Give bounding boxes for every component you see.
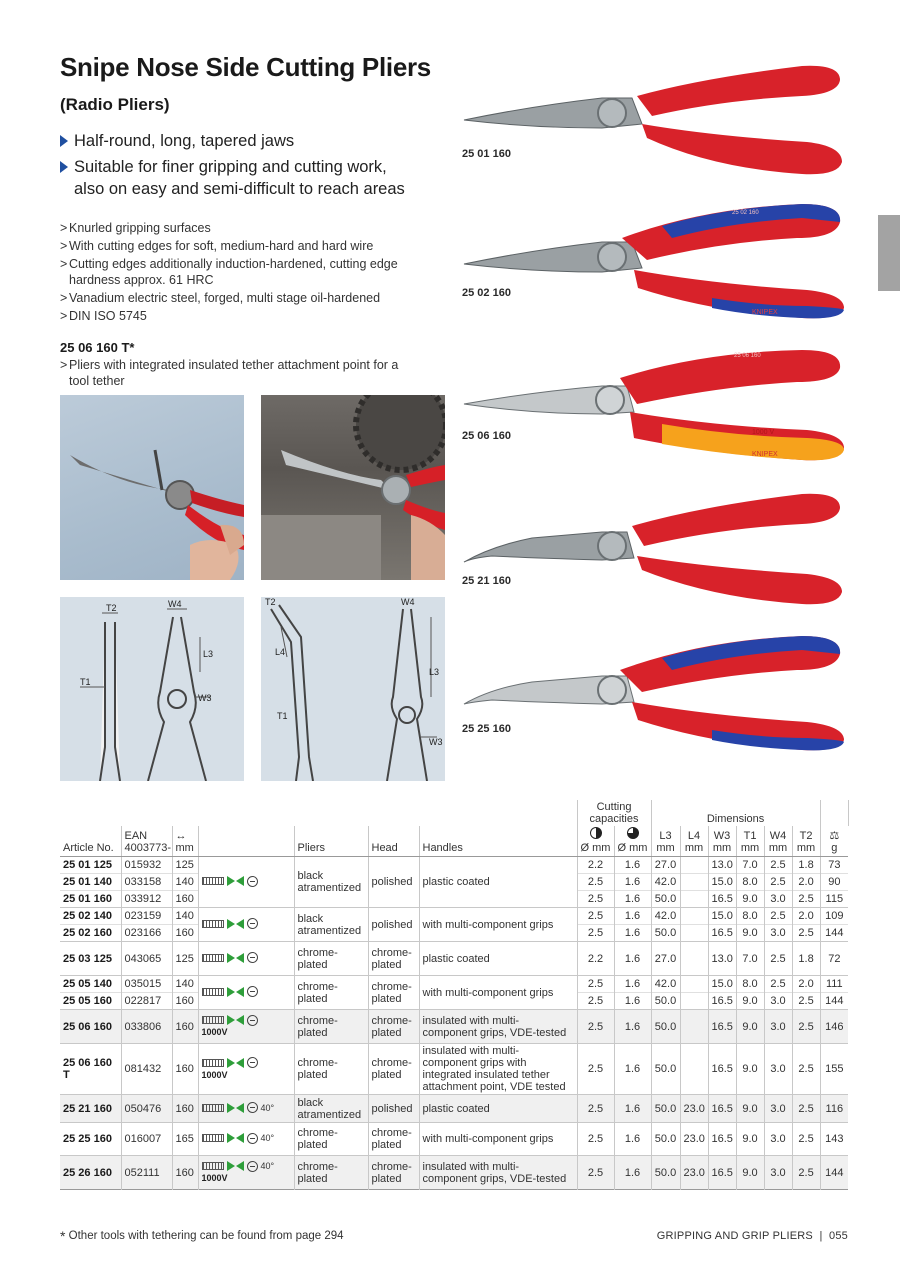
label-W3-bent: W3 [429,737,443,747]
table-row: 25 02 160 023166 160 2.5 1.6 50.0 16.5 9.0 3.0 2.5 144 [60,925,848,942]
ruler-icon [202,1104,224,1112]
usage-photo-hand [60,395,244,580]
tether-note: > Pliers with integrated insulated tether attachment point for a tool tether [60,358,399,388]
product-code-label: 25 06 160 [462,430,511,442]
header-hard-wire: Ø mm [614,826,651,857]
feature-item: > Knurled gripping surfaces [60,221,211,235]
page-subtitle: (Radio Pliers) [60,95,170,114]
vde-1000v-icon: 1000V [201,1027,228,1038]
table-row: 25 26 160 052111 160 40° 1000V chrome-plated chrome-plated insulated with multi-component grips, VDE-tested 2.5 1.6 50.0 23.0 16.5 9.0 3.0 2.5 144 [60,1156,848,1190]
ruler-icon [202,1016,224,1024]
table-row: 25 06 160 T 081432 160 1000V chrome-plated chrome-plated insulated with multi-component grips with integrated insulated tether attachment point, VDE tested 2.5 1.6 50.0 16.5 9.0 3.0 2.5 155 [60,1044,848,1095]
ruler-icon [202,988,224,996]
feature-item: > DIN ISO 5745 [60,309,147,323]
minus-circle-icon [247,876,258,887]
header-ean: EAN 4003773- [121,826,172,857]
three-quarter-circle-icon [627,827,639,839]
svg-text:1000 V: 1000 V [752,429,775,436]
svg-text:KNIPEX: KNIPEX [752,451,778,458]
vde-1000v-icon: 1000V [201,1069,228,1080]
minus-circle-icon [247,918,258,929]
cutter-icon [227,987,235,997]
header-soft-wire: Ø mm [577,826,614,857]
page-number: 055 [829,1230,848,1242]
minus-circle-icon [247,1133,258,1144]
cutter-icon [227,876,235,886]
label-T1: T1 [80,677,91,687]
label-T2: T2 [106,603,117,613]
triangle-bullet-icon [60,135,68,147]
spec-table: Cutting capacities Dimensions Article No. EAN 4003773- ↔ mm Pliers Head Handles Ø mm Ø mm L3 mm L4 mm W3 mm T1 mm W4 mm T2 mm ⚖ g 25 01 125 015932 125 black atramentized polished plastic coated 2.2 1.6 27.0 13.0 7.0 2.5 1.8 73 25 01 140 033158 140 2.5 1.6 42.0 15.0 8.0 2.5 2.0 90 25 01 160 033912 160 2.5 1.6 50.0 16.5 9.0 3.0 2.5 115 25 02 140 023159 140 black atramentized polished with multi-component grips 2.5 1.6 42.0 15.0 8.0 2.5 2.0 109 25 02 160 023166 160 2.5 1.6 50.0 16.5 9.0 3.0 2.5 144 25 03 125 043065 125 chrome-plated chrome-plated plastic coated 2.2 1.6 27.0 13.0 7.0 2.5 1.8 72 25 05 140 035015 140 chrome-plated chrome-plated with multi-component grips 2.5 1.6 42.0 15.0 8.0 2.5 2.0 111 25 05 160 022817 160 2.5 1.6 50.0 16.5 9.0 3.0 2.5 144 25 06 160 033806 160 1000V chrome-plated chrome-plated insulated with multi-component grips, VDE-tested 2.5 1.6 50.0 16.5 9.0 3.0 2.5 146 25 06 160 T 081432 160 1000V chrome-plated chrome-plated insulated with multi-component grips with integrated insulated tether attachment point, VDE tested 2.5 1.6 50.0 16.5 9.0 3.0 2.5 155 25 21 160 050476 160 40° black atramentized polished plastic coated 2.5 1.6 50.0 23.0 16.5 9.0 3.0 2.5 116 25 25 160 016007 165 40° chrome-plated chrome-plated with multi-component grips 2.5 1.6 50.0 23.0 16.5 9.0 3.0 2.5 143 25 26 160 052111 160 40° 1000V chrome-plated chrome-plated insulated with multi-component grips, VDE-tested 2.5 1.6 50.0 23.0 16.5 9.0 3.0 2.5 144 [60,800,849,1190]
table-row: 25 01 125 015932 125 black atramentized polished plastic coated 2.2 1.6 27.0 13.0 7.0 2.5 1.8 73 [60,857,848,874]
header-article-no: Article No. [60,826,121,857]
ruler-icon [202,1134,224,1142]
minus-circle-icon [247,1015,258,1026]
table-row: 25 02 140 023159 140 black atramentized polished with multi-component grips 2.5 1.6 42.0 15.0 8.0 2.5 2.0 109 [60,908,848,925]
svg-text:KNIPEX: KNIPEX [752,309,778,316]
angle-icon: 40° [260,1161,275,1172]
table-row: 25 01 140 033158 140 2.5 1.6 42.0 15.0 8.0 2.5 2.0 90 [60,874,848,891]
ruler-icon [202,954,224,962]
table-row: 25 06 160 033806 160 1000V chrome-plated chrome-plated insulated with multi-component grips, VDE-tested 2.5 1.6 50.0 16.5 9.0 3.0 2.5 146 [60,1010,848,1044]
length-arrow-icon: ↔ [175,830,187,842]
header-dimensions: Dimensions [651,800,820,826]
cutter-icon [227,1133,235,1143]
minus-circle-icon [247,952,258,963]
cutter-icon [227,953,235,963]
ruler-icon [202,920,224,928]
feature-list [60,220,400,326]
ruler-icon [202,1162,224,1170]
product-code-label: 25 01 160 [462,148,511,160]
usage-photo-mechanism [261,395,445,580]
header-pliers: Pliers [294,826,368,857]
feature-item: > Cutting edges additionally induction-hardened, cutting edge hardness approx. 61 HRC [60,257,398,287]
product-image-25-21-160 [462,486,848,608]
header-icons [198,826,294,857]
dimension-diagram-straight [60,597,244,781]
ruler-icon [202,877,224,885]
minus-circle-icon [247,986,258,997]
cutter-icon [227,919,235,929]
table-row: 25 05 140 035015 140 chrome-plated chrome-plated with multi-component grips 2.5 1.6 42.0 15.0 8.0 2.5 2.0 111 [60,976,848,993]
page-title: Snipe Nose Side Cutting Pliers [60,52,431,82]
angle-icon: 40° [260,1133,275,1144]
key-bullets [60,130,420,204]
product-code-label: 25 02 160 [462,287,511,299]
svg-text:25 02 160: 25 02 160 [732,210,759,216]
header-length: ↔ mm [172,826,198,857]
label-W4-bent: W4 [401,597,415,607]
label-L3: L3 [203,649,214,659]
minus-circle-icon [247,1161,258,1172]
svg-text:25 06 160: 25 06 160 [734,353,761,359]
minus-circle-icon [247,1102,258,1113]
label-T1-bent: T1 [277,711,288,721]
table-row: 25 01 160 033912 160 2.5 1.6 50.0 16.5 9.0 3.0 2.5 115 [60,891,848,908]
cutter-icon [227,1103,235,1113]
table-row: 25 03 125 043065 125 chrome-plated chrome-plated plastic coated 2.2 1.6 27.0 13.0 7.0 2.5 1.8 72 [60,942,848,976]
feature-item: > With cutting edges for soft, medium-hard and hard wire [60,239,374,253]
bullet-item: Half-round, long, tapered jaws [60,130,420,152]
feature-item: > Vanadium electric steel, forged, multi stage oil-hardened [60,291,381,305]
label-T2-bent: T2 [265,597,276,607]
cutter-icon [227,1015,235,1025]
half-circle-icon [590,827,602,839]
ruler-icon [202,1059,224,1067]
label-L4-bent: L4 [275,647,286,657]
header-handles: Handles [419,826,577,857]
scale-icon: ⚖ [829,830,840,842]
bullet-item: Suitable for finer gripping and cutting work, also on easy and semi-difficult to reach areas [60,156,420,200]
header-weight: ⚖ g [820,826,848,857]
cutter-icon [227,1058,235,1068]
table-row: 25 25 160 016007 165 40° chrome-plated chrome-plated with multi-component grips 2.5 1.6 50.0 23.0 16.5 9.0 3.0 2.5 143 [60,1123,848,1156]
angle-icon: 40° [260,1102,275,1113]
label-W3: W3 [198,693,212,703]
table-row: 25 05 160 022817 160 2.5 1.6 50.0 16.5 9.0 3.0 2.5 144 [60,993,848,1010]
product-image-25-02-160 [462,198,848,320]
vde-1000v-icon: 1000V [201,1173,228,1184]
tether-heading: 25 06 160 T* [60,340,135,355]
label-L3-bent: L3 [429,667,440,677]
product-image-25-01-160 [462,58,848,180]
page-footer: GRIPPING AND GRIP PLIERS | 055 [656,1230,848,1242]
section-name: GRIPPING AND GRIP PLIERS [656,1230,813,1242]
section-tab [878,215,900,291]
product-code-label: 25 25 160 [462,723,511,735]
product-image-25-25-160 [462,630,848,752]
triangle-bullet-icon [60,161,68,173]
minus-circle-icon [247,1057,258,1068]
header-head: Head [368,826,419,857]
footnote: * Other tools with tethering can be found from page 294 [60,1228,344,1244]
product-image-25-06-160 [462,342,848,464]
product-code-label: 25 21 160 [462,575,511,587]
label-W4: W4 [168,599,182,609]
header-cutting-capacities: Cutting capacities [577,800,651,826]
dimension-diagram-bent [261,597,445,781]
cutter-icon [227,1161,235,1171]
table-row: 25 21 160 050476 160 40° black atramentized polished plastic coated 2.5 1.6 50.0 23.0 16.5 9.0 3.0 2.5 116 [60,1095,848,1123]
